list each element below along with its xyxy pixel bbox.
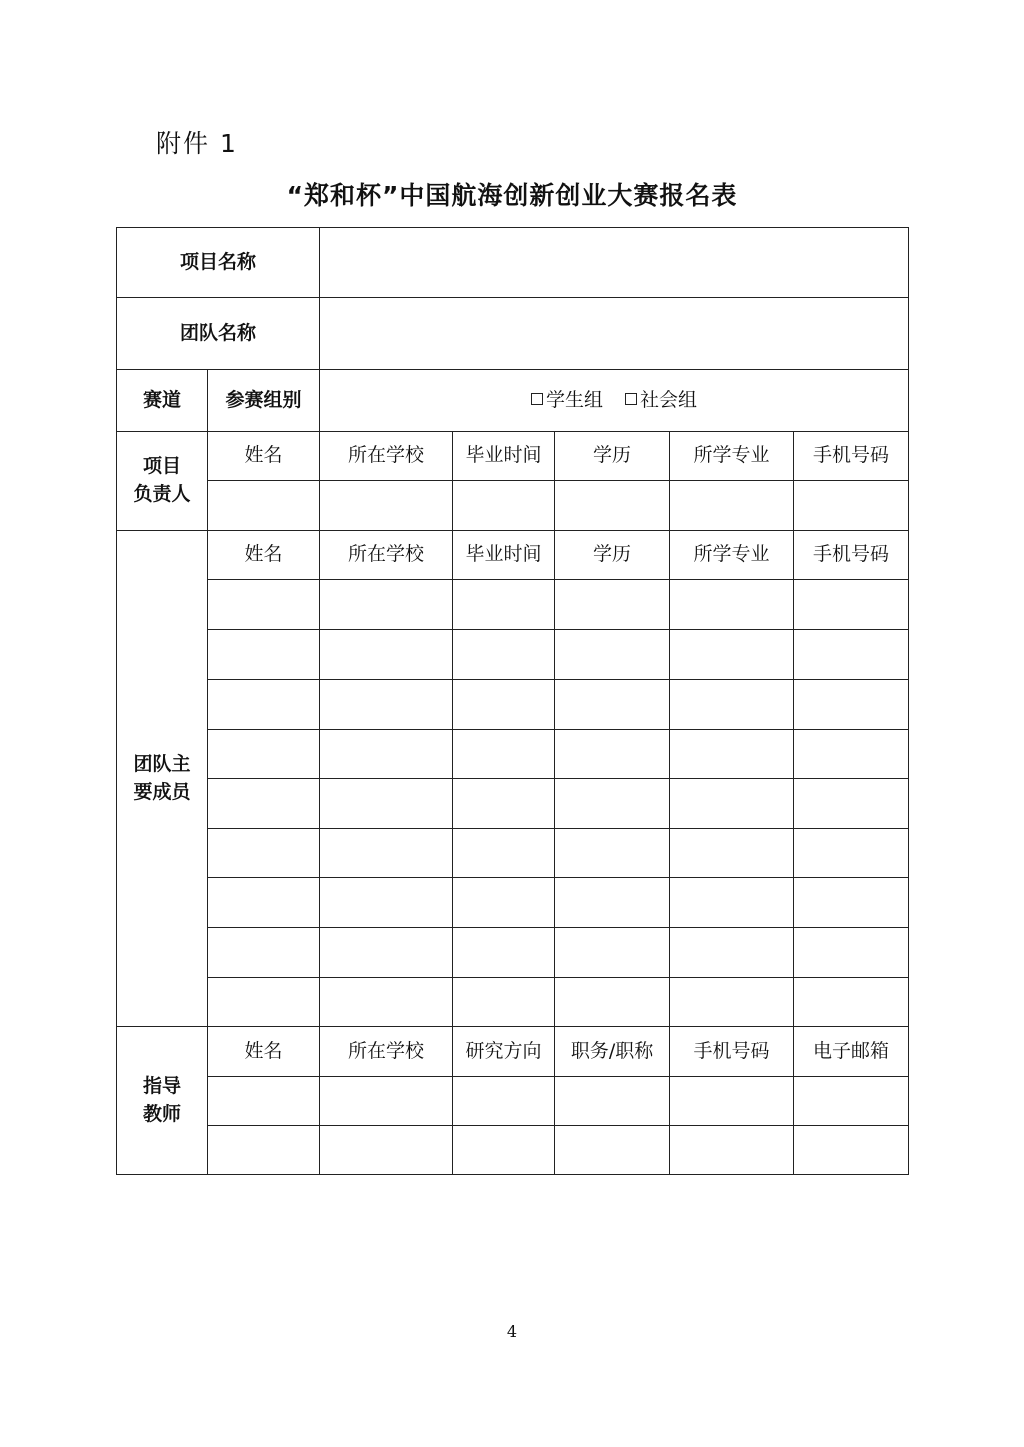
- member-cell[interactable]: [208, 730, 320, 779]
- member-cell[interactable]: [555, 680, 670, 730]
- member-cell[interactable]: [794, 630, 909, 680]
- leader-header-name: 姓名: [208, 432, 320, 481]
- member-cell[interactable]: [794, 730, 909, 779]
- member-cell[interactable]: [794, 779, 909, 829]
- member-cell[interactable]: [794, 928, 909, 978]
- leader-header-school: 所在学校: [320, 432, 453, 481]
- member-cell[interactable]: [794, 978, 909, 1027]
- checkbox-social-group[interactable]: [625, 393, 637, 405]
- member-cell[interactable]: [208, 580, 320, 630]
- members-header-row: [117, 531, 909, 580]
- leader-header-row: [117, 432, 909, 481]
- member-row: [117, 730, 909, 779]
- advisors-header-phone: 手机号码: [670, 1027, 794, 1077]
- leader-cell[interactable]: [453, 481, 555, 531]
- member-cell[interactable]: [320, 630, 453, 680]
- team-name-row: [117, 298, 909, 370]
- option-student-group: 学生组: [546, 388, 604, 411]
- member-cell[interactable]: [670, 878, 794, 928]
- member-row: [117, 878, 909, 928]
- member-cell[interactable]: [320, 978, 453, 1027]
- leader-label: [117, 432, 208, 531]
- member-cell[interactable]: [208, 928, 320, 978]
- members-header-degree: 学历: [555, 531, 670, 580]
- member-cell[interactable]: [555, 630, 670, 680]
- member-cell[interactable]: [453, 928, 555, 978]
- leader-cell[interactable]: [794, 481, 909, 531]
- member-cell[interactable]: [453, 580, 555, 630]
- advisor-row: [117, 1077, 909, 1126]
- member-cell[interactable]: [320, 928, 453, 978]
- advisor-cell[interactable]: [453, 1126, 555, 1175]
- member-cell[interactable]: [453, 829, 555, 878]
- advisor-cell[interactable]: [320, 1077, 453, 1126]
- advisors-label-line2: 教师: [142, 1102, 181, 1125]
- advisors-label-line1: 指导: [142, 1074, 181, 1097]
- members-header-school: 所在学校: [320, 531, 453, 580]
- member-row: [117, 928, 909, 978]
- member-cell[interactable]: [208, 978, 320, 1027]
- member-cell[interactable]: [670, 978, 794, 1027]
- page-number: 4: [506, 1322, 518, 1341]
- member-cell[interactable]: [670, 829, 794, 878]
- members-header-graduation: 毕业时间: [453, 531, 555, 580]
- member-cell[interactable]: [794, 580, 909, 630]
- member-cell[interactable]: [208, 829, 320, 878]
- member-row: [117, 630, 909, 680]
- member-cell[interactable]: [670, 680, 794, 730]
- project-name-row: [117, 228, 909, 298]
- team-name-field[interactable]: [320, 298, 909, 370]
- leader-header-phone: 手机号码: [794, 432, 909, 481]
- member-cell[interactable]: [555, 580, 670, 630]
- member-cell[interactable]: [794, 829, 909, 878]
- member-cell[interactable]: [555, 928, 670, 978]
- member-cell[interactable]: [555, 878, 670, 928]
- advisors-label: [117, 1027, 208, 1175]
- member-row: [117, 779, 909, 829]
- advisor-cell[interactable]: [453, 1077, 555, 1126]
- member-cell[interactable]: [208, 779, 320, 829]
- leader-header-degree: 学历: [555, 432, 670, 481]
- leader-cell[interactable]: [555, 481, 670, 531]
- advisor-cell[interactable]: [208, 1077, 320, 1126]
- members-label-line1: 团队主: [133, 752, 191, 775]
- advisors-header-school: 所在学校: [320, 1027, 453, 1077]
- project-name-label: 项目名称: [117, 228, 320, 298]
- member-row: [117, 829, 909, 878]
- member-cell[interactable]: [453, 680, 555, 730]
- member-row: [117, 680, 909, 730]
- registration-form-table: [116, 227, 909, 1175]
- member-cell[interactable]: [794, 878, 909, 928]
- leader-cell[interactable]: [208, 481, 320, 531]
- group-label: 参赛组别: [208, 370, 320, 432]
- member-cell[interactable]: [320, 680, 453, 730]
- member-cell[interactable]: [555, 779, 670, 829]
- advisor-row: [117, 1126, 909, 1175]
- member-cell[interactable]: [555, 829, 670, 878]
- advisors-header-name: 姓名: [208, 1027, 320, 1077]
- member-cell[interactable]: [794, 680, 909, 730]
- advisor-cell[interactable]: [555, 1126, 670, 1175]
- member-cell[interactable]: [208, 680, 320, 730]
- member-cell[interactable]: [453, 878, 555, 928]
- member-cell[interactable]: [670, 730, 794, 779]
- member-cell[interactable]: [453, 630, 555, 680]
- advisor-cell[interactable]: [320, 1126, 453, 1175]
- advisor-cell[interactable]: [794, 1077, 909, 1126]
- member-cell[interactable]: [670, 779, 794, 829]
- members-label-line2: 要成员: [133, 780, 191, 803]
- member-cell[interactable]: [453, 730, 555, 779]
- member-cell[interactable]: [208, 878, 320, 928]
- members-header-major: 所学专业: [670, 531, 794, 580]
- advisor-cell[interactable]: [794, 1126, 909, 1175]
- members-header-name: 姓名: [208, 531, 320, 580]
- member-cell[interactable]: [555, 730, 670, 779]
- member-cell[interactable]: [320, 580, 453, 630]
- member-cell[interactable]: [555, 978, 670, 1027]
- advisor-cell[interactable]: [208, 1126, 320, 1175]
- checkbox-student-group[interactable]: [531, 393, 543, 405]
- member-cell[interactable]: [670, 928, 794, 978]
- leader-cell[interactable]: [320, 481, 453, 531]
- member-cell[interactable]: [453, 779, 555, 829]
- member-cell[interactable]: [670, 580, 794, 630]
- advisor-cell[interactable]: [555, 1077, 670, 1126]
- leader-header-major: 所学专业: [670, 432, 794, 481]
- leader-label-line2: 负责人: [133, 483, 191, 505]
- member-cell[interactable]: [453, 978, 555, 1027]
- track-label: 赛道: [117, 370, 208, 432]
- option-social-group: 社会组: [640, 388, 698, 411]
- leader-cell[interactable]: [670, 481, 794, 531]
- leader-header-graduation: 毕业时间: [453, 432, 555, 481]
- member-cell[interactable]: [320, 829, 453, 878]
- form-title: “郑和杯”中国航海创新创业大赛报名表: [286, 181, 738, 210]
- attachment-label: 附件 1: [156, 129, 238, 158]
- member-cell[interactable]: [208, 630, 320, 680]
- member-cell[interactable]: [670, 630, 794, 680]
- advisors-header-email: 电子邮箱: [794, 1027, 909, 1077]
- group-options: [320, 370, 909, 432]
- advisors-header-research: 研究方向: [453, 1027, 555, 1077]
- leader-entry-row: [117, 481, 909, 531]
- members-label: [117, 531, 208, 1027]
- member-cell[interactable]: [320, 730, 453, 779]
- advisors-header-row: [117, 1027, 909, 1077]
- advisors-header-title: 职务/职称: [555, 1027, 670, 1077]
- member-cell[interactable]: [320, 878, 453, 928]
- leader-label-line1: 项目: [142, 455, 181, 478]
- member-cell[interactable]: [320, 779, 453, 829]
- member-row: [117, 580, 909, 630]
- project-name-field[interactable]: [320, 228, 909, 298]
- member-row: [117, 978, 909, 1027]
- members-header-phone: 手机号码: [794, 531, 909, 580]
- track-row: [117, 370, 909, 432]
- advisor-cell[interactable]: [670, 1126, 794, 1175]
- advisor-cell[interactable]: [670, 1077, 794, 1126]
- team-name-label: 团队名称: [117, 298, 320, 370]
